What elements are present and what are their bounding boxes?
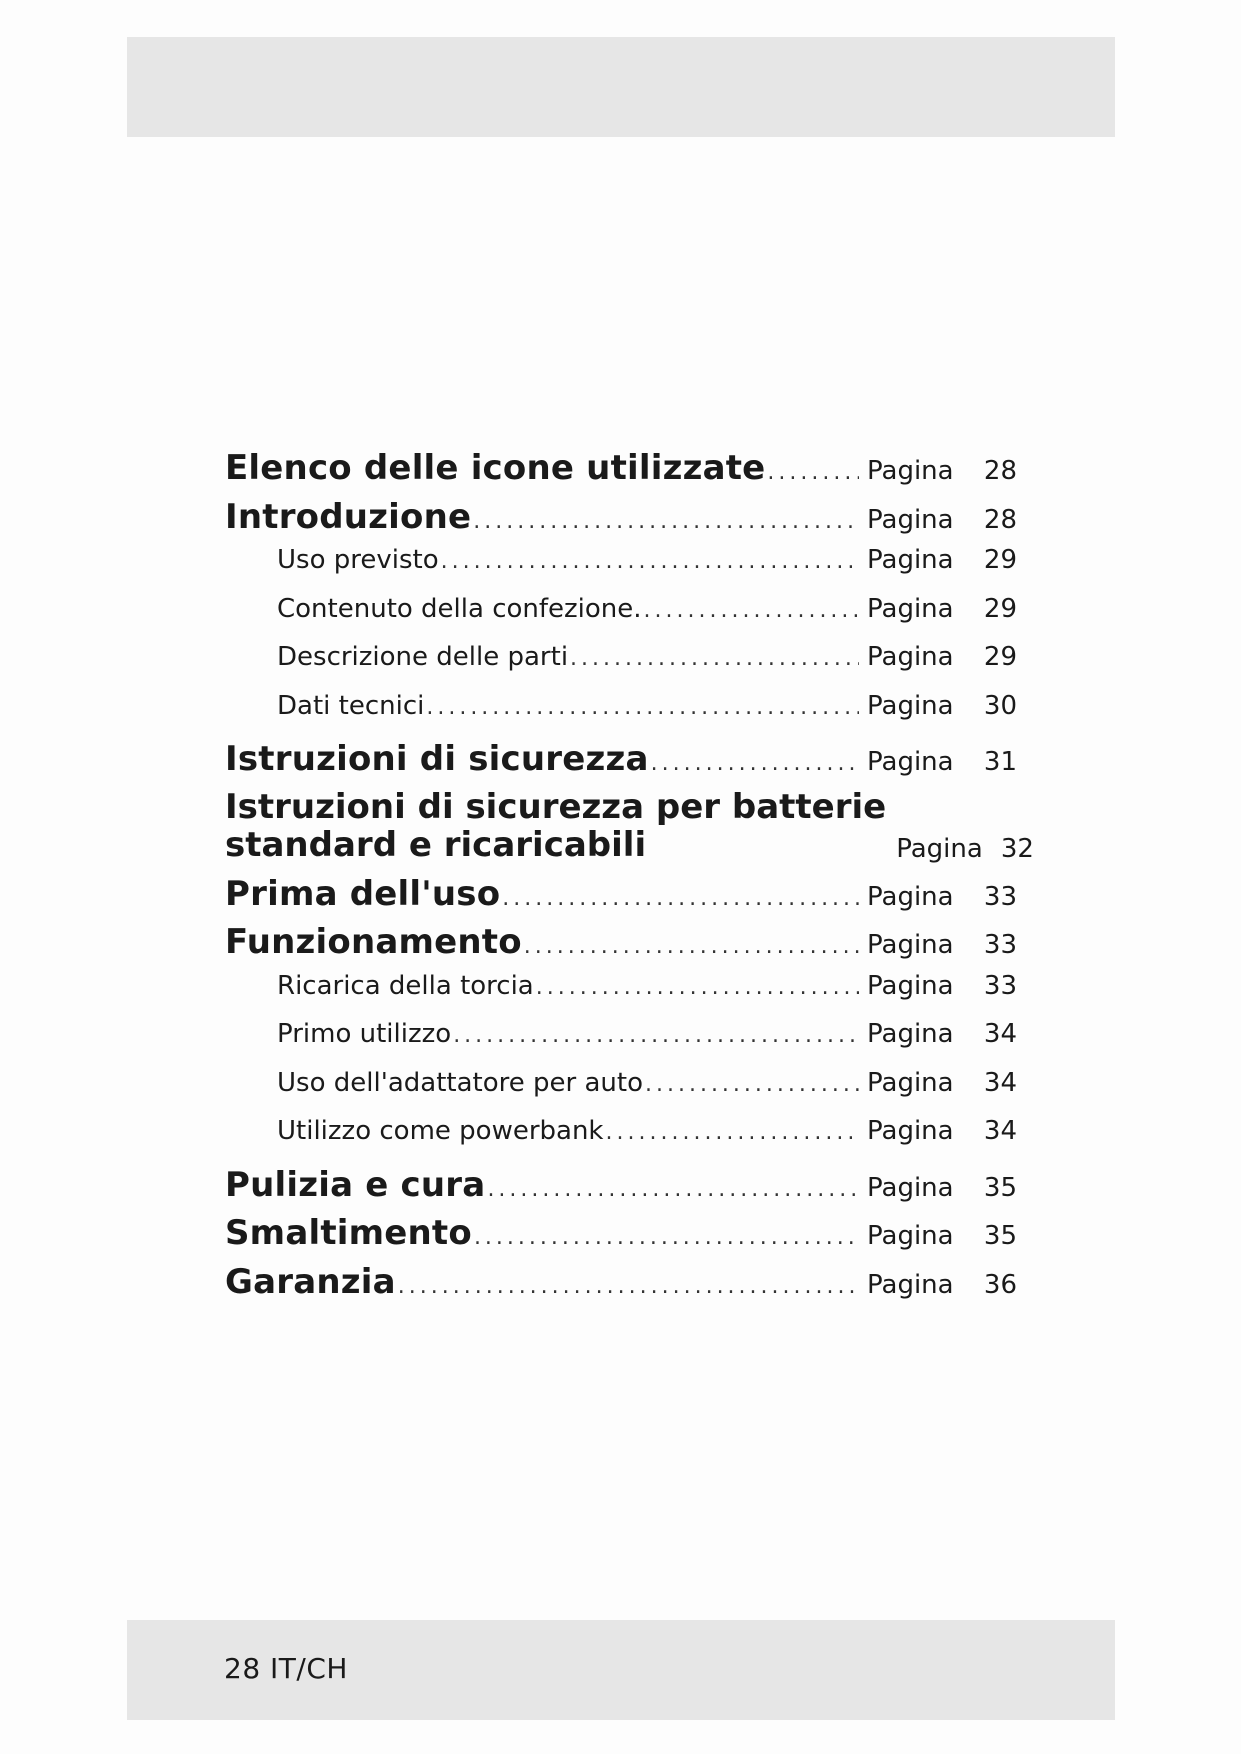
toc-entry-page: Pagina 35 [867,1172,1017,1203]
toc-subentry[interactable] [225,1019,1017,1068]
toc-leader-dots [767,460,859,485]
toc-entry[interactable] [225,922,1017,971]
toc-entry-page: Pagina 34 [867,1019,1017,1049]
toc-leader-dots [536,975,859,1000]
toc-entry[interactable] [225,1213,1017,1262]
toc-entry-title: Istruzioni di sicurezza per batterie standard e ricaricabili [225,786,887,865]
toc-entry-page: Pagina 32 [896,833,1034,864]
toc-leader-dots [398,1274,859,1299]
toc-entry-page: Pagina 35 [867,1221,1017,1251]
toc-entry-page: Pagina 36 [867,1269,1017,1300]
toc-entry-page: Pagina 28 [867,504,1017,535]
toc-entry[interactable] [225,497,1017,546]
toc-leader-dots [474,1225,859,1250]
toc-entry-title: Elenco delle icone utilizzate [225,448,766,488]
toc-leader-dots [487,1177,859,1202]
toc-leader-dots [645,1072,859,1097]
toc-entry-page: Pagina 29 [867,545,1017,575]
toc-entry-title: Funzionamento [225,922,522,962]
toc-leader-dots [570,646,859,671]
toc-leader-dots [473,509,859,534]
toc-entry-page: Pagina 33 [867,970,1017,1001]
toc-leader-dots [606,1120,860,1145]
toc-entry[interactable] [225,1262,1017,1311]
toc-entry-page: Pagina 31 [867,747,1017,777]
toc-entry-page: Pagina 29 [867,593,1017,624]
toc-entry-page: Pagina 28 [867,456,1017,486]
toc-leader-dots [426,695,859,720]
toc-entry-title: Uso dell'adattatore per auto [277,1067,643,1098]
toc-entry-title: Garanzia [225,1261,396,1302]
toc-leader-dots [644,598,859,623]
toc-entry-title: Utilizzo come powerbank [277,1116,604,1146]
toc-leader-dots [524,934,859,959]
toc-leader-dots [502,886,859,911]
toc-entry-page: Pagina 34 [867,1067,1017,1098]
toc-leader-dots [453,1023,859,1048]
toc-subentry[interactable] [225,594,1017,643]
toc-subentry[interactable] [225,642,1017,691]
toc-entry-title: Smaltimento [225,1213,472,1253]
toc-entry[interactable] [225,448,1017,497]
toc-entry-title: Primo utilizzo [277,1019,452,1049]
page-number-footer: 28 IT/CH [224,1652,348,1685]
toc-entry-title: Ricarica della torcia [277,970,534,1001]
toc-subentry[interactable] [225,545,1017,594]
toc-entry-title: Istruzioni di sicurezza [225,739,649,779]
toc-entry-title: Introduzione [225,496,472,537]
toc-subentry[interactable] [225,1116,1017,1165]
toc-entry-title: Prima dell'uso [225,873,501,914]
toc-entry-page: Pagina 34 [867,1116,1017,1146]
toc-entry-page: Pagina 33 [867,930,1017,960]
header-band [127,37,1115,137]
toc-leader-dots [441,549,859,574]
toc-entry-title: Dati tecnici [277,690,425,721]
toc-entry-page: Pagina 29 [867,642,1017,672]
toc-subentry[interactable] [225,971,1017,1020]
toc-entry-page: Pagina 33 [867,881,1017,912]
toc-entry-title: Pulizia e cura [225,1164,486,1205]
toc-entry[interactable] [225,786,1034,874]
toc-entry-title: Descrizione delle parti [277,642,569,672]
toc-subentry[interactable] [225,691,1017,740]
toc-entry[interactable] [225,739,1017,788]
footer-band [127,1620,1115,1720]
toc-subentry[interactable] [225,1068,1017,1117]
toc-leader-dots [651,751,859,776]
toc-entry[interactable] [225,1165,1017,1214]
table-of-contents [225,448,1034,1310]
toc-entry[interactable] [225,874,1017,923]
toc-entry-title: Contenuto della confezione. [277,593,642,624]
toc-entry-title: Uso previsto [277,545,439,575]
toc-entry-page: Pagina 30 [867,690,1017,721]
